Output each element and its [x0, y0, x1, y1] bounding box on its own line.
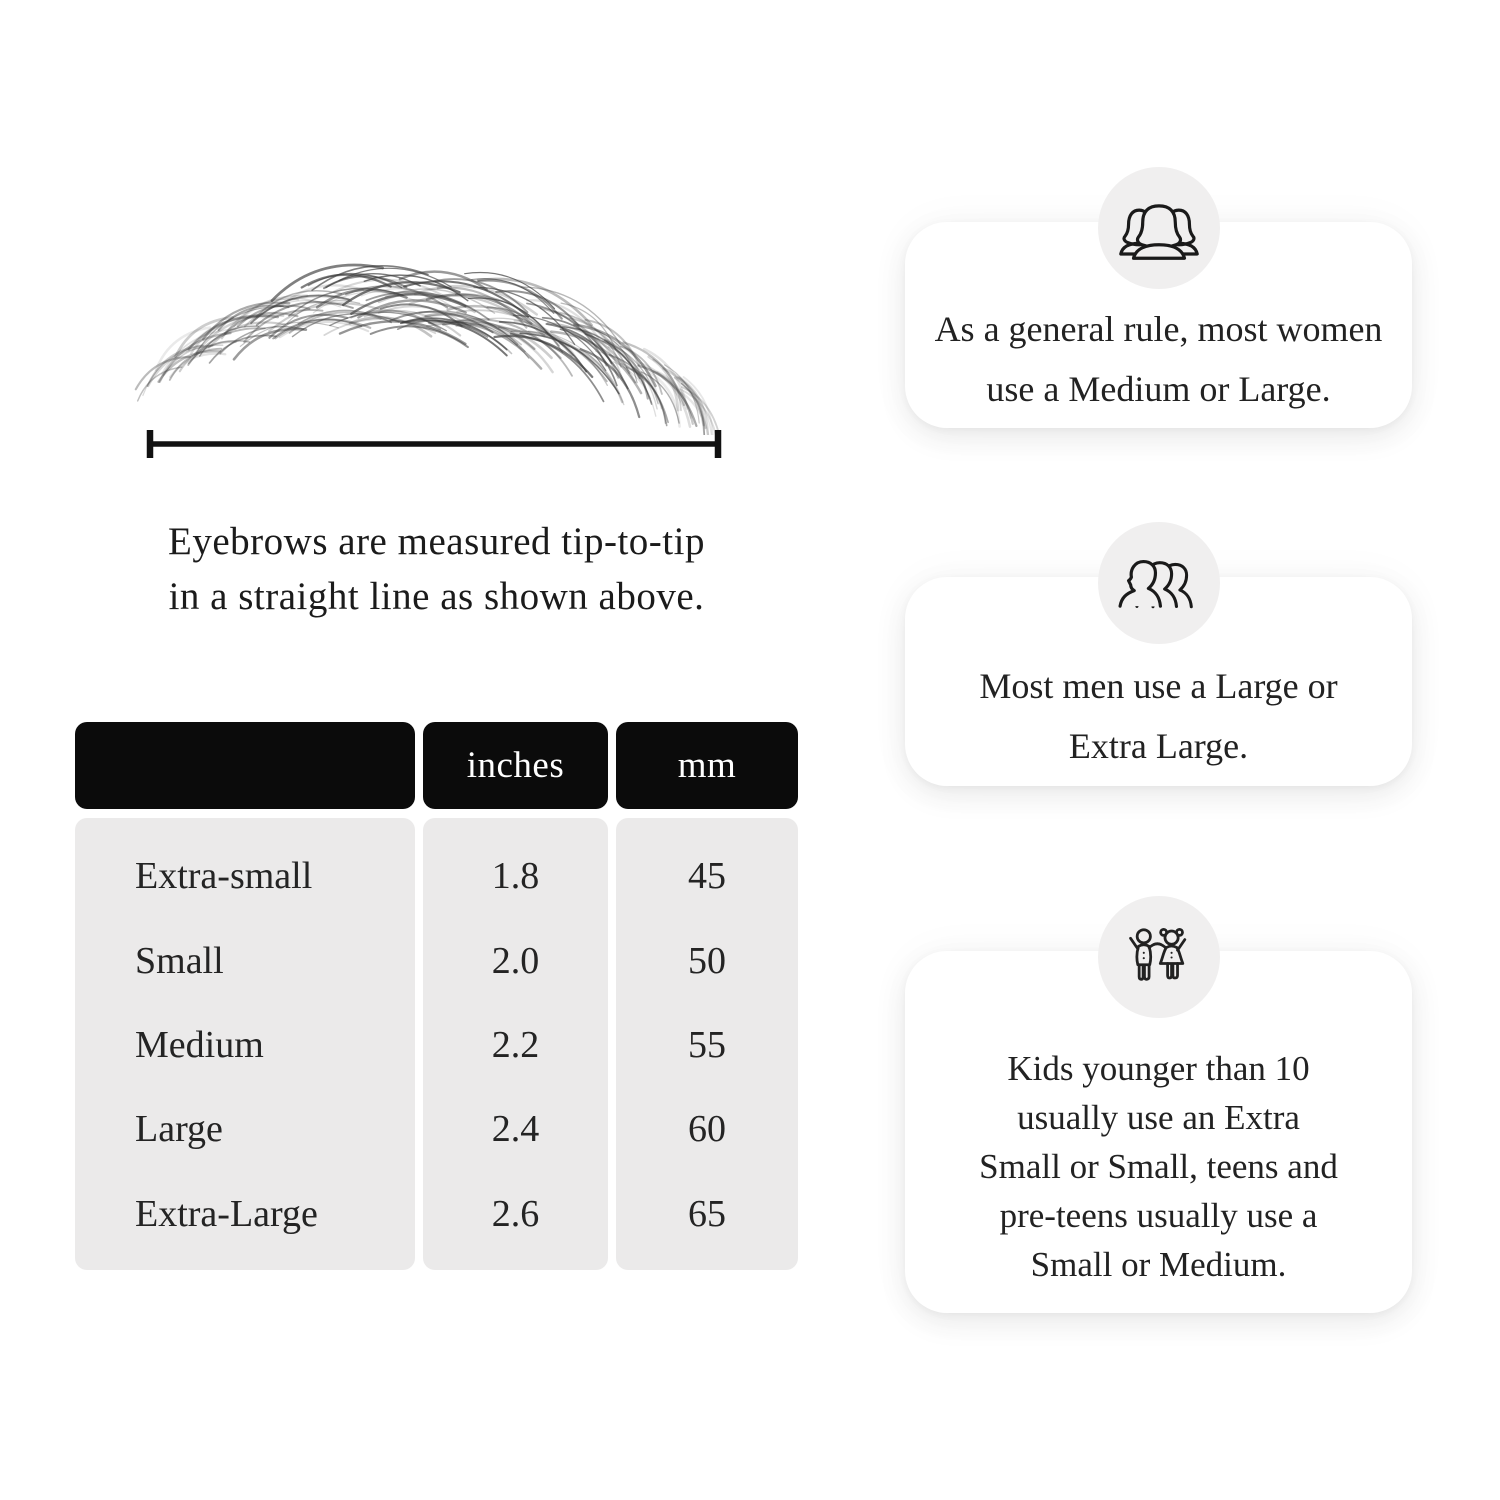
row-inches: 1.8 [491, 855, 540, 898]
row-inches: 2.4 [491, 1108, 540, 1151]
caption-line-1: Eyebrows are measured tip-to-tip [168, 520, 705, 563]
info-card-kids [905, 951, 1412, 1313]
kids-card-line-4: pre-teens usually use a [999, 1195, 1318, 1235]
men-card-text [905, 645, 1412, 786]
row-label: Small [135, 939, 224, 982]
info-card-men [905, 577, 1412, 786]
women-card-text [905, 290, 1412, 428]
women-card-line-1: As a general rule, most women [934, 309, 1383, 349]
row-label: Extra-Large [135, 1192, 318, 1235]
men-group-icon [1113, 548, 1205, 619]
row-inches: 2.2 [491, 1023, 540, 1066]
men-card-line-1: Most men use a Large or [979, 665, 1338, 706]
row-mm: 55 [688, 1023, 726, 1066]
row-mm: 50 [688, 939, 726, 982]
row-label: Large [135, 1108, 223, 1151]
measurement-caption [75, 514, 798, 624]
caption-line-2: in a straight line as shown above. [168, 575, 705, 618]
info-card-women [905, 222, 1412, 428]
table-header-inches [423, 722, 608, 809]
row-mm: 65 [688, 1192, 726, 1235]
men-card-line-2: Extra Large. [1068, 725, 1249, 766]
table-header-mm-label: mm [677, 745, 737, 786]
table-header-mm [616, 722, 798, 809]
row-mm: 60 [688, 1108, 726, 1151]
row-label: Extra-small [135, 855, 313, 898]
row-inches: 2.6 [491, 1192, 540, 1235]
women-group-icon [1113, 193, 1205, 264]
kids-card-line-5: Small or Medium. [1030, 1244, 1287, 1284]
men-icon-circle [1098, 522, 1220, 644]
row-mm: 45 [688, 855, 726, 898]
table-header-inches-label: inches [466, 745, 565, 786]
kids-icon-circle [1098, 896, 1220, 1018]
eyebrow-illustration [118, 235, 740, 435]
kids-card-line-1: Kids younger than 10 [1007, 1048, 1310, 1088]
row-inches: 2.0 [491, 939, 540, 982]
row-label: Medium [135, 1023, 264, 1066]
table-header-size-column [75, 722, 415, 809]
women-card-line-2: use a Medium or Large. [986, 369, 1331, 409]
women-icon-circle [1098, 167, 1220, 289]
measurement-line [140, 426, 730, 462]
kids-card-line-3: Small or Small, teens and [979, 1146, 1338, 1186]
size-table-rows [75, 818, 798, 1270]
kids-card-text [905, 1019, 1412, 1313]
kids-card-line-2: usually use an Extra [1017, 1097, 1300, 1137]
kids-icon [1116, 921, 1202, 994]
